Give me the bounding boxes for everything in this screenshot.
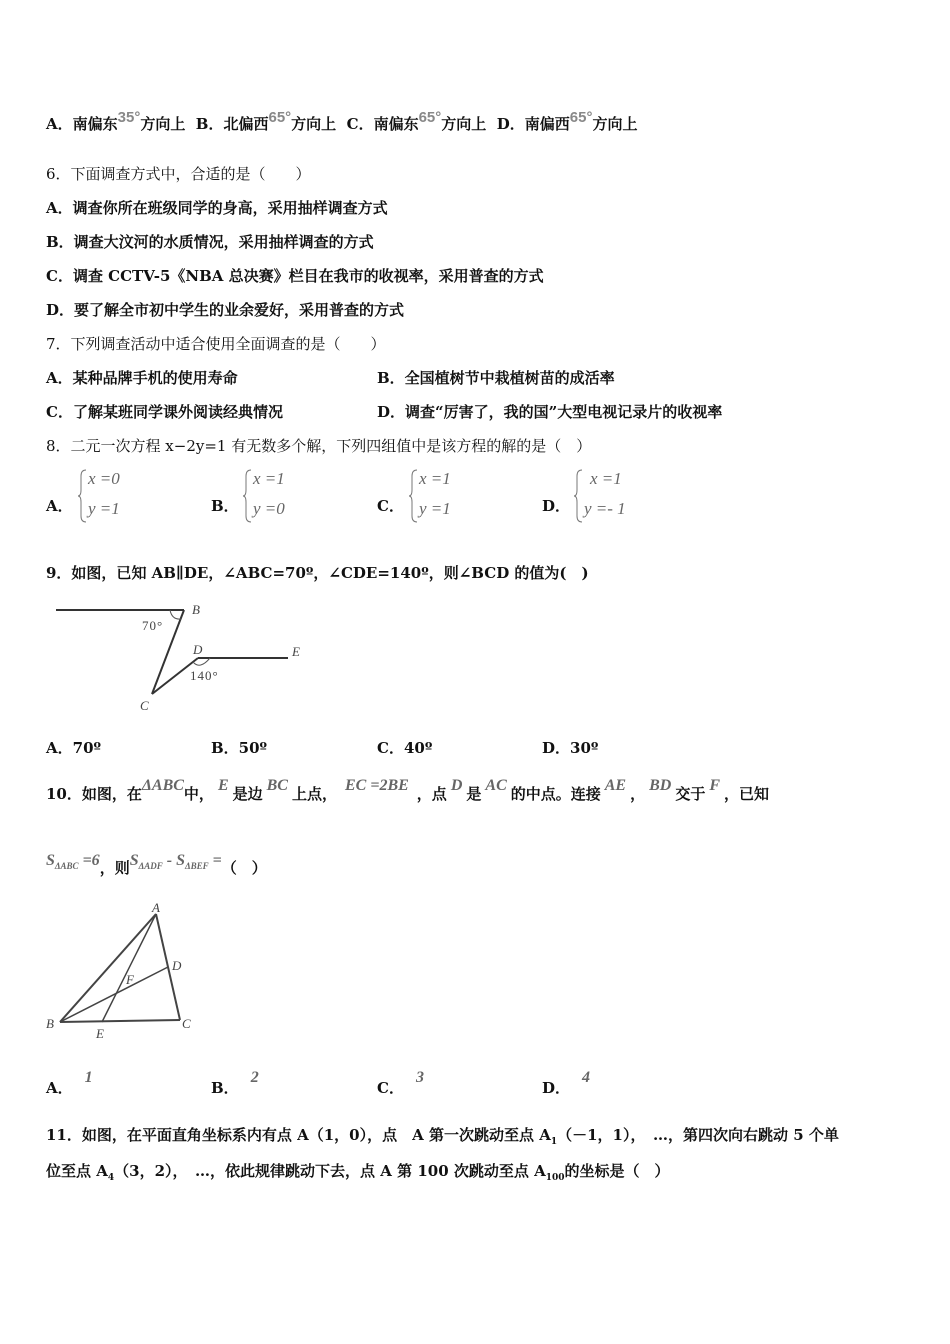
q7-option-d: D．调查“厉害了，我的国”大型电视记录片的收视率 xyxy=(377,403,723,421)
q10-option-d-value: 4 xyxy=(582,1069,591,1086)
q10-bc: BC xyxy=(266,777,288,794)
q10-s-abc-s: S xyxy=(46,852,55,869)
q10-s-bef-s: S xyxy=(176,852,185,869)
q8-option-a-system xyxy=(78,468,168,524)
q7-stem: 7．下列调查活动中适合使用全面调查的是（ ） xyxy=(46,335,386,353)
q10-t9: ，已知 xyxy=(724,785,770,803)
q9-option-b: B．50º xyxy=(211,739,268,757)
q9-option-a: A．70º xyxy=(46,739,102,757)
label-angle-140: 140° xyxy=(190,668,219,683)
q8-option-d-label: D． xyxy=(542,497,571,515)
label-e: E xyxy=(292,644,300,659)
q10-stem-line1 xyxy=(46,777,770,805)
q10-option-b xyxy=(211,1069,259,1099)
q10-minus: - xyxy=(162,852,177,869)
q6-option-a: A．调查你所在班级同学的身高，采用抽样调查方式 xyxy=(46,199,388,217)
q11-line2-sub: 4 xyxy=(107,1173,115,1183)
q10-t4: ，点 xyxy=(416,785,447,803)
q10-option-c-value: 3 xyxy=(415,1069,424,1086)
q10-t5: 是 xyxy=(466,785,482,803)
label-angle-70: 70° xyxy=(142,618,164,633)
q10-option-c xyxy=(377,1069,424,1099)
label-e: E xyxy=(96,1026,104,1041)
label-f: F xyxy=(126,972,134,987)
label-b: B xyxy=(46,1016,54,1031)
q10-d: D xyxy=(450,777,463,794)
q5-option-d-angle: 65° xyxy=(569,109,593,126)
q10-stem-line2 xyxy=(46,852,267,880)
q10-bd: BD xyxy=(649,777,672,794)
q10-e: E xyxy=(217,777,229,794)
q10-t2: 是边 xyxy=(232,785,263,803)
q8-option-b-system xyxy=(243,468,333,524)
q10-figure xyxy=(44,900,204,1045)
q10-then: ，则 xyxy=(99,859,130,877)
q5-option-b-angle: 65° xyxy=(268,109,292,126)
q5-option-c-label: C．南偏东 xyxy=(346,115,419,133)
q6-option-d: D．要了解全市初中学生的业余爱好，采用普查的方式 xyxy=(46,301,405,319)
q11-line2-sub2: 100 xyxy=(545,1173,565,1183)
q10-option-a-label: A． xyxy=(46,1079,73,1097)
q10-t3: 上点， xyxy=(291,785,337,803)
q10-option-b-value: 2 xyxy=(250,1069,259,1086)
q8-option-c-system xyxy=(409,468,499,524)
q5-option-b-label: B．北偏西 xyxy=(195,115,269,133)
line-bd xyxy=(60,967,168,1022)
q11-line2-a: 位至点 A xyxy=(46,1162,108,1180)
q9-option-c: C．40º xyxy=(377,739,433,757)
q6-option-b: B．调查大汶河的水质情况，采用抽样调查的方式 xyxy=(46,233,374,251)
q10-ae: AE xyxy=(604,777,627,794)
q10-s-adf-sub: ΔADF xyxy=(138,861,163,871)
q9-figure xyxy=(50,598,320,718)
q11-line2-b: （3，2）， …，依此规律跳动下去，点 A 第 100 次跳动至点 A xyxy=(114,1162,546,1180)
q8-option-c-label: C． xyxy=(377,497,404,515)
q5-option-c-angle: 65° xyxy=(418,109,442,126)
brace-icon xyxy=(78,468,88,524)
q8-c-y: y =1 xyxy=(419,499,451,518)
q8-b-y: y =0 xyxy=(253,499,285,518)
q10-t8: 交于 xyxy=(675,785,706,803)
q11-line2-c: 的坐标是（ ） xyxy=(564,1162,670,1180)
q10-option-b-label: B． xyxy=(211,1079,239,1097)
q10-triangle: ΔABC xyxy=(141,777,184,794)
q5-option-a-suffix: 方向上 xyxy=(140,115,186,133)
q5-option-b-suffix: 方向上 xyxy=(291,115,337,133)
label-c: C xyxy=(182,1016,191,1031)
q10-num: 10．如图，在 xyxy=(46,785,142,803)
q10-option-d-label: D． xyxy=(542,1079,571,1097)
q9-stem-text: 9．如图，已知 AB∥DE，∠ABC=70º，∠CDE=140º，则∠BCD 的值为( ) xyxy=(46,564,589,582)
q10-s-abc xyxy=(46,852,100,869)
q10-s-expr xyxy=(130,852,222,869)
q10-option-d xyxy=(542,1069,591,1099)
q8-c-x: x =1 xyxy=(419,469,451,488)
q7-option-a: A．某种品牌手机的使用寿命 xyxy=(46,369,238,387)
q5-option-d-suffix: 方向上 xyxy=(592,115,638,133)
q10-option-a xyxy=(46,1069,93,1099)
q5-option-d-label: D．南偏西 xyxy=(496,115,570,133)
q5-option-a-label: A．南偏东 xyxy=(46,115,118,133)
q11-line1 xyxy=(46,1125,839,1148)
angle-arc-b xyxy=(170,610,181,619)
q7-option-b: B．全国植树节中栽植树苗的成活率 xyxy=(377,369,615,387)
q10-t1: 中， xyxy=(183,785,214,803)
label-d: D xyxy=(193,642,203,657)
q10-option-c-label: C． xyxy=(377,1079,404,1097)
label-d: D xyxy=(172,958,182,973)
q8-b-x: x =1 xyxy=(253,469,285,488)
q11-line1-sub: 1 xyxy=(550,1137,558,1147)
q8-a-x: x =0 xyxy=(88,469,120,488)
q10-t6: 的中点。连接 xyxy=(510,785,601,803)
q8-d-x: x =1 xyxy=(590,469,622,488)
q8-d-y: y =- 1 xyxy=(584,499,626,518)
label-a: A xyxy=(152,900,160,915)
label-b: B xyxy=(192,602,200,617)
q10-s-abc-eq: =6 xyxy=(78,852,100,869)
q10-f: F xyxy=(709,777,721,794)
q6-option-c: C．调查 CCTV-5《NBA 总决赛》栏目在我市的收视率，采用普查的方式 xyxy=(46,267,544,285)
q9-option-d: D．30º xyxy=(542,739,599,757)
q10-s-bef-sub: ΔBEF xyxy=(185,861,209,871)
q5-options xyxy=(46,109,638,135)
q10-s-abc-sub: ΔABC xyxy=(54,861,79,871)
q10-ac: AC xyxy=(485,777,507,794)
q10-option-a-value: 1 xyxy=(84,1069,93,1086)
q10-rel: EC =2BE xyxy=(344,777,409,794)
q11-line2 xyxy=(46,1161,670,1184)
q8-a-y: y =1 xyxy=(88,499,120,518)
line-bc xyxy=(60,1020,180,1022)
q10-t7: ， xyxy=(630,785,646,803)
q8-stem: 8．二元一次方程 x−2y=1 有无数多个解，下列四组值中是该方程的解的是（ ） xyxy=(46,437,592,455)
q9-stem xyxy=(46,563,589,583)
q8-option-d-system xyxy=(574,468,674,524)
q8-option-b-label: B． xyxy=(211,497,239,515)
brace-icon xyxy=(243,468,253,524)
label-c: C xyxy=(140,698,149,713)
q6-stem: 6．下面调查方式中，合适的是（ ） xyxy=(46,165,311,183)
q10-eq: = xyxy=(208,852,222,869)
q11-line1-a: 11．如图，在平面直角坐标系内有点 A（1，0），点 A 第一次跳动至点 A xyxy=(46,1126,551,1144)
q11-line1-b: （－1，1）， …，第四次向右跳动 5 个单 xyxy=(557,1126,839,1144)
q5-option-a-angle: 35° xyxy=(117,109,141,126)
q7-option-c: C．了解某班同学课外阅读经典情况 xyxy=(46,403,283,421)
line-ae xyxy=(102,914,156,1022)
q10-s-adf-s: S xyxy=(129,852,139,869)
q10-blank: （ ） xyxy=(221,859,267,877)
brace-icon xyxy=(409,468,419,524)
q5-option-c-suffix: 方向上 xyxy=(441,115,487,133)
line-ab xyxy=(60,914,156,1022)
brace-icon xyxy=(574,468,584,524)
q8-option-a-label: A． xyxy=(46,497,73,515)
